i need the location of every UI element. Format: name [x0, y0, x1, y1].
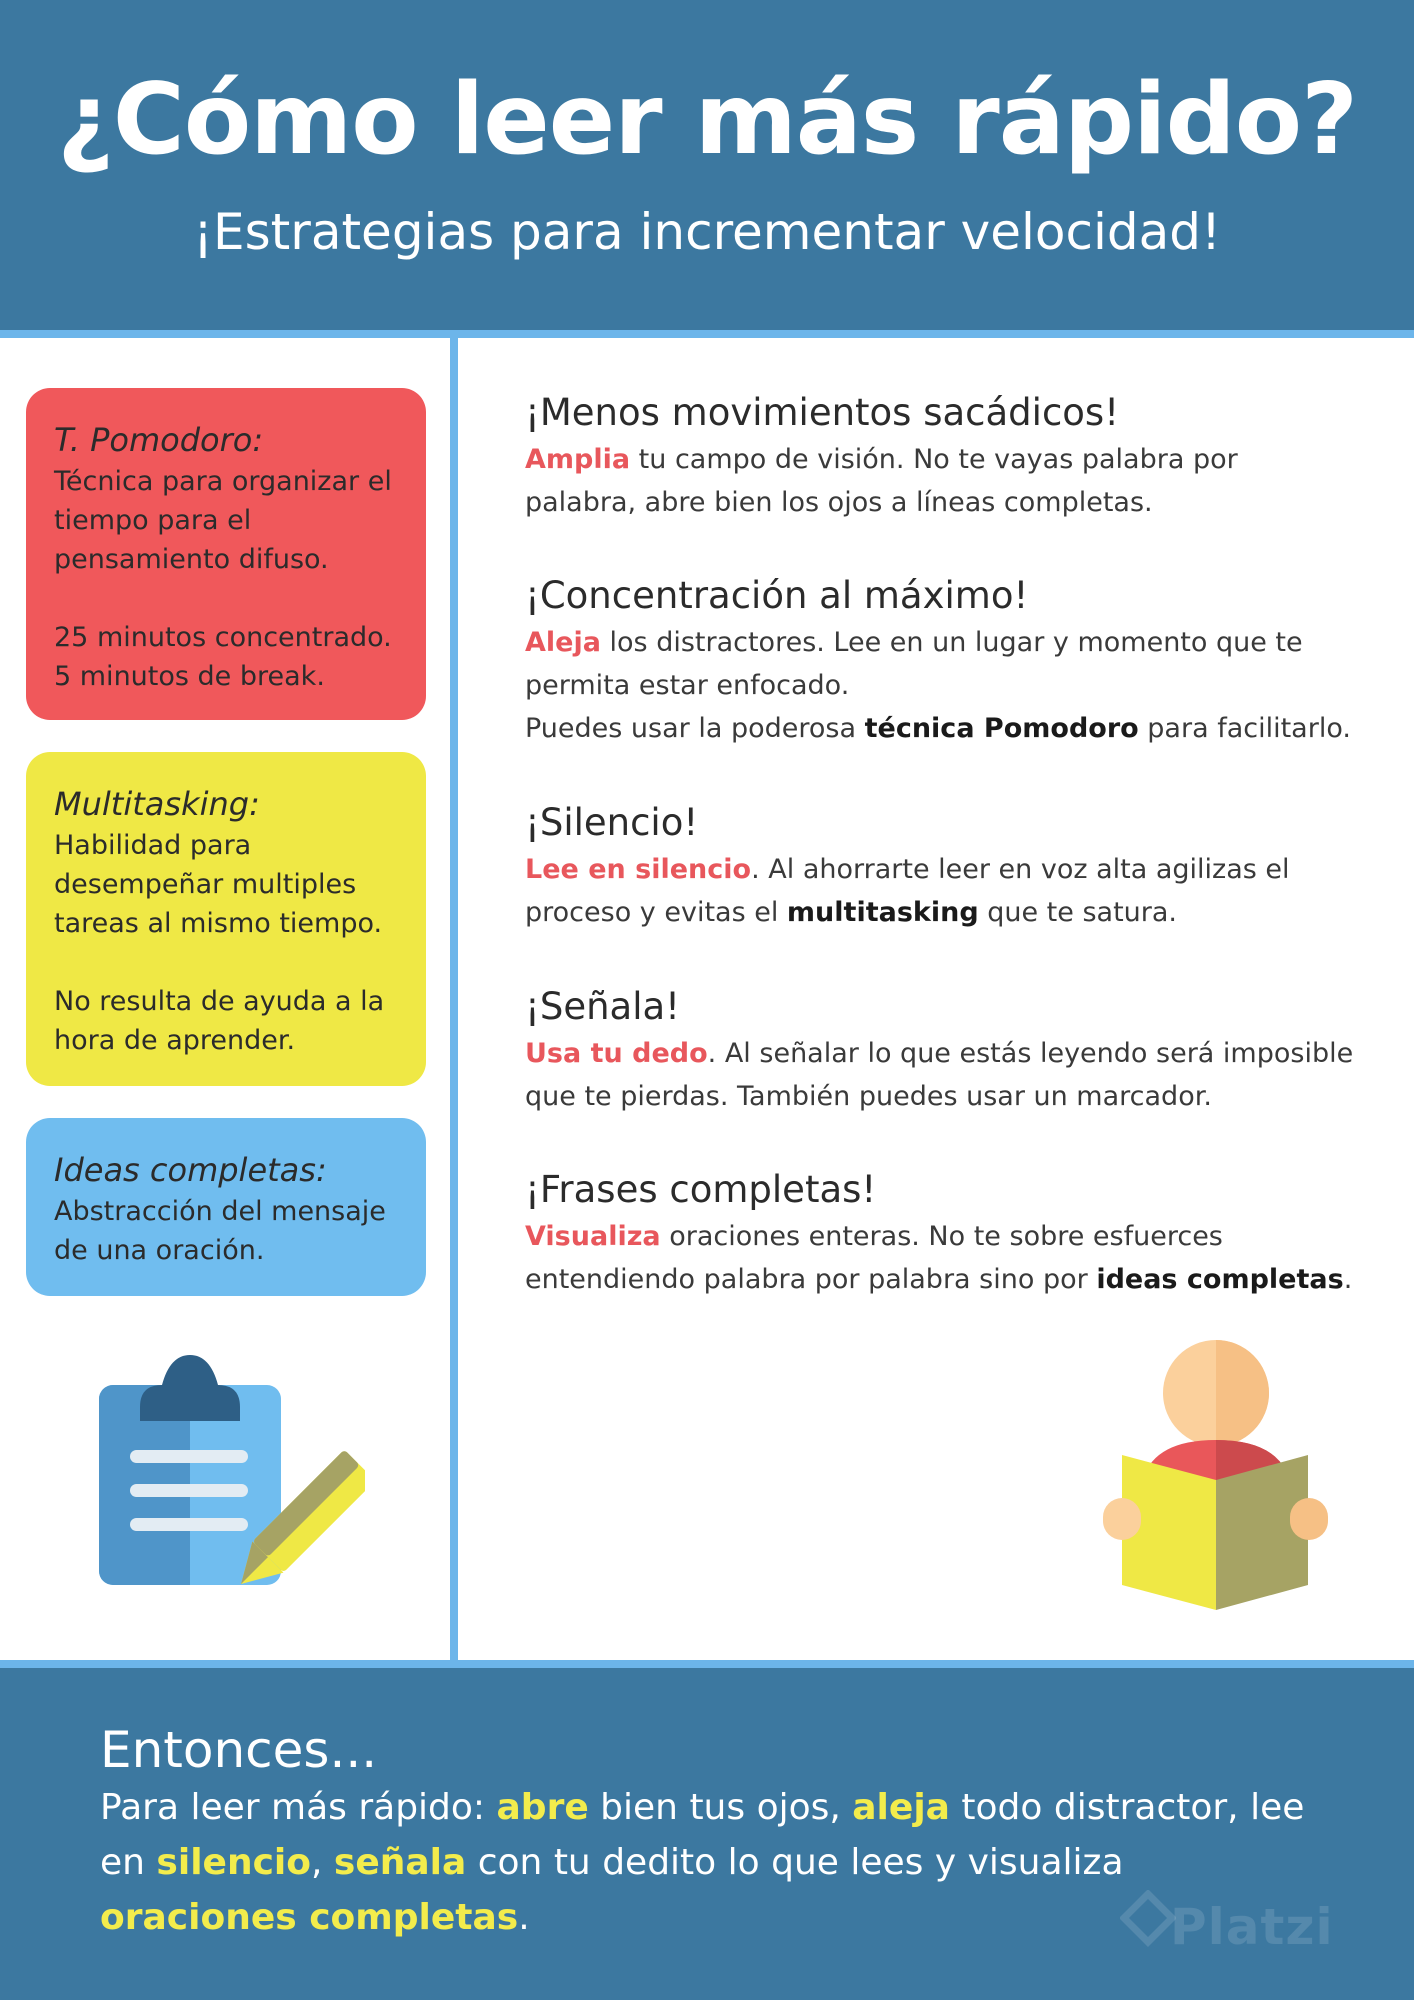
- footer-keyword: silencio: [156, 1842, 311, 1883]
- tip-text: Puedes usar la poderosa: [525, 713, 865, 744]
- tip-text: para facilitarlo.: [1138, 713, 1351, 744]
- tip-heading: ¡Frases completas!: [525, 1168, 877, 1211]
- tip-frases-completas: [525, 1165, 1355, 1301]
- tip-highlight: Aleja: [525, 627, 601, 658]
- tip-bold: técnica Pomodoro: [864, 713, 1139, 744]
- footer-text-part: ,: [311, 1842, 334, 1883]
- tip-sacadicos: [525, 388, 1355, 524]
- footer-keyword: señala: [333, 1842, 467, 1883]
- page-subtitle: ¡Estrategias para incrementar velocidad!: [192, 203, 1222, 261]
- card-extra-line: 25 minutos concentrado.: [54, 622, 392, 653]
- platzi-logo-icon: [1120, 1890, 1176, 1960]
- footer-keyword: oraciones completas: [100, 1897, 519, 1938]
- tip-concentracion: [525, 571, 1355, 750]
- tip-body: [525, 621, 1355, 707]
- tip-text: los distractores. Lee en un lugar y momento que te permita estar enfocado.: [525, 627, 1303, 701]
- footer-text-part: Para leer más rápido:: [100, 1787, 497, 1828]
- footer-text-part: .: [518, 1897, 530, 1938]
- tip-highlight: Lee en silencio: [525, 854, 752, 885]
- tip-body-line2: [525, 707, 1355, 750]
- footer-keyword: abre: [496, 1787, 589, 1828]
- footer-text-part: con tu dedito lo que lees y visualiza: [466, 1842, 1124, 1883]
- tip-silencio: [525, 798, 1355, 934]
- card-ideas-completas: [26, 1118, 426, 1296]
- card-text: Técnica para organizar el tiempo para el pensamiento difuso.: [54, 466, 392, 575]
- page-title: ¿Cómo leer más rápido?: [57, 63, 1357, 177]
- header: [0, 0, 1414, 330]
- card-text: Abstracción del mensaje de una oración.: [54, 1196, 386, 1266]
- column-divider: [450, 338, 458, 1660]
- bottom-divider: [0, 1660, 1414, 1668]
- tip-body: [525, 438, 1355, 524]
- tip-text: tu campo de visión. No te vayas palabra por palabra, abre bien los ojos a líneas completas.: [525, 444, 1238, 518]
- tip-heading: ¡Silencio!: [525, 801, 699, 844]
- tip-highlight: Visualiza: [525, 1221, 661, 1252]
- tip-body: [525, 848, 1355, 934]
- tip-body: [525, 1032, 1355, 1118]
- card-title: Multitasking:: [54, 785, 260, 823]
- tip-senala: [525, 982, 1355, 1118]
- tip-text: . Al ahorrarte leer en voz alta agilizas el proceso y evitas el: [525, 854, 1290, 928]
- tip-bold: multitasking: [786, 897, 979, 928]
- tip-heading: ¡Señala!: [525, 985, 680, 1028]
- footer-text-part: todo distractor, lee en: [100, 1787, 1305, 1883]
- card-extra: No resulta de ayuda a la hora de aprender.: [54, 986, 385, 1056]
- card-title: T. Pomodoro:: [54, 421, 264, 459]
- tip-body: [525, 1215, 1355, 1301]
- card-title: Ideas completas:: [54, 1151, 327, 1189]
- tip-highlight: Usa tu dedo: [525, 1038, 708, 1069]
- tip-bold: ideas completas: [1096, 1264, 1344, 1295]
- tip-text: oraciones enteras. No te sobre esfuerces entendiendo palabra por palabra sino por: [525, 1221, 1223, 1295]
- card-extra-line: 5 minutos de break.: [54, 661, 325, 692]
- clipboard-pencil-icon: [95, 1345, 365, 1615]
- tip-heading: ¡Concentración al máximo!: [525, 574, 1029, 617]
- tip-text: . Al señalar lo que estás leyendo será imposible que te pierdas. También puedes usar un marcador.: [525, 1038, 1354, 1112]
- footer-keyword: aleja: [852, 1787, 950, 1828]
- card-multitasking: [26, 752, 426, 1086]
- person-reading-icon: [1100, 1340, 1330, 1620]
- platzi-watermark: Platzi: [1170, 1898, 1334, 1956]
- tip-heading: ¡Menos movimientos sacádicos!: [525, 391, 1120, 434]
- tip-text: que te satura.: [978, 897, 1178, 928]
- tip-highlight: Amplia: [525, 444, 631, 475]
- card-pomodoro: [26, 388, 426, 720]
- tip-text: .: [1343, 1264, 1353, 1295]
- top-divider: [0, 330, 1414, 338]
- footer-text-part: bien tus ojos,: [588, 1787, 853, 1828]
- footer-title: Entonces...: [100, 1721, 378, 1779]
- card-text: Habilidad para desempeñar multiples tareas al mismo tiempo.: [54, 830, 383, 939]
